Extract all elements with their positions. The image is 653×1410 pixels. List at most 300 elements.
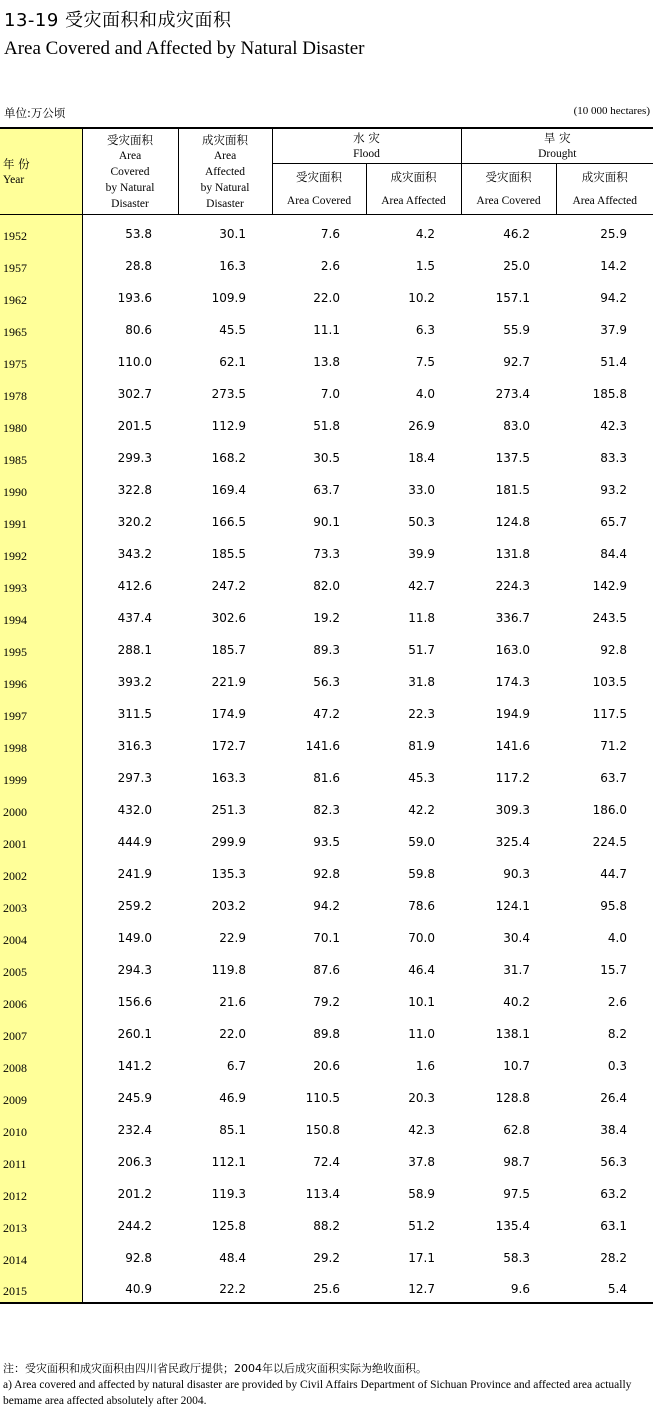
header-drought-area-covered-en: Area Covered xyxy=(476,195,541,207)
header-drought-area-affected-cn: 成灾面积 xyxy=(581,170,628,184)
cell-drought-affected: 71.2 xyxy=(600,738,627,753)
cell-drought-affected: 95.8 xyxy=(600,898,627,913)
cell-area-affected: 221.9 xyxy=(211,674,246,689)
header-drought-area-affected-en: Area Affected xyxy=(572,195,638,207)
cell-year: 1992 xyxy=(0,535,82,567)
cell-drought-affected: 142.9 xyxy=(592,578,627,593)
cell-drought-covered: 124.1 xyxy=(495,898,530,913)
table-header xyxy=(0,128,653,215)
header-area-covered-en1: Area xyxy=(118,149,142,162)
cell-year: 1993 xyxy=(0,567,82,599)
cell-area-affected: 119.3 xyxy=(211,1186,246,1201)
cell-area-covered: 299.3 xyxy=(117,450,152,465)
header-area-covered-en2: Covered xyxy=(110,165,150,178)
cell-drought-covered: 273.4 xyxy=(495,386,530,401)
table-row xyxy=(0,503,653,535)
cell-drought-covered: 83.0 xyxy=(503,418,530,433)
cell-area-covered: 80.6 xyxy=(125,322,152,337)
cell-flood-affected: 51.2 xyxy=(408,1218,435,1233)
cell-area-covered: 393.2 xyxy=(117,674,152,689)
cell-area-covered: 232.4 xyxy=(117,1122,152,1137)
cell-area-affected: 185.5 xyxy=(211,546,246,561)
cell-area-affected: 166.5 xyxy=(211,514,246,529)
cell-area-affected: 119.8 xyxy=(211,962,246,977)
cell-area-covered: 245.9 xyxy=(117,1090,152,1105)
cell-drought-affected: 51.4 xyxy=(600,354,627,369)
cell-area-covered: 322.8 xyxy=(117,482,152,497)
cell-drought-affected: 63.7 xyxy=(600,770,627,785)
header-year xyxy=(0,128,82,215)
cell-drought-covered: 117.2 xyxy=(495,770,530,785)
cell-flood-covered: 19.2 xyxy=(313,610,340,625)
cell-year: 1995 xyxy=(0,631,82,663)
cell-area-affected: 48.4 xyxy=(219,1250,246,1265)
header-year-cn: 年 份 xyxy=(3,156,30,171)
cell-drought-covered: 25.0 xyxy=(503,258,530,273)
cell-drought-covered: 90.3 xyxy=(503,866,530,881)
table-row xyxy=(0,311,653,343)
cell-flood-affected: 46.4 xyxy=(408,962,435,977)
cell-flood-affected: 1.6 xyxy=(415,1058,435,1073)
footnote xyxy=(3,1361,651,1409)
cell-year: 1985 xyxy=(0,439,82,471)
cell-flood-affected: 42.2 xyxy=(408,802,435,817)
cell-area-affected: 203.2 xyxy=(211,898,246,913)
cell-year: 2010 xyxy=(0,1111,82,1143)
cell-flood-affected: 4.0 xyxy=(415,386,435,401)
table-row xyxy=(0,951,653,983)
cell-flood-covered: 79.2 xyxy=(313,994,340,1009)
cell-flood-covered: 30.5 xyxy=(313,450,340,465)
cell-area-affected: 185.7 xyxy=(211,642,246,657)
table-row xyxy=(0,983,653,1015)
cell-flood-affected: 59.8 xyxy=(408,866,435,881)
header-drought xyxy=(461,128,653,164)
cell-area-affected: 109.9 xyxy=(211,290,246,305)
cell-year: 2014 xyxy=(0,1239,82,1271)
header-drought-cn: 旱 灾 xyxy=(543,131,571,145)
footnote-cn: 注：受灾面积和成灾面积由四川省民政厅提供；2004年以后成灾面积实际为绝收面积。 xyxy=(3,1362,427,1375)
cell-flood-affected: 7.5 xyxy=(415,354,435,369)
cell-area-covered: 259.2 xyxy=(117,898,152,913)
table-row xyxy=(0,1239,653,1271)
cell-year: 1991 xyxy=(0,503,82,535)
cell-drought-affected: 84.4 xyxy=(600,546,627,561)
table-title-cn: 13-19 受灾面积和成灾面积 xyxy=(4,10,232,31)
cell-flood-affected: 70.0 xyxy=(408,930,435,945)
table-title-en: Area Covered and Affected by Natural Disaster xyxy=(4,38,365,59)
cell-drought-affected: 26.4 xyxy=(600,1090,627,1105)
cell-area-affected: 112.1 xyxy=(211,1154,246,1169)
cell-flood-affected: 78.6 xyxy=(408,898,435,913)
cell-drought-affected: 186.0 xyxy=(592,802,627,817)
cell-area-covered: 444.9 xyxy=(117,834,152,849)
cell-flood-affected: 42.7 xyxy=(408,578,435,593)
cell-year: 1978 xyxy=(0,375,82,407)
cell-year: 2003 xyxy=(0,887,82,919)
cell-area-affected: 21.6 xyxy=(219,994,246,1009)
cell-drought-affected: 0.3 xyxy=(607,1058,627,1073)
cell-year: 1998 xyxy=(0,727,82,759)
table-row xyxy=(0,1015,653,1047)
cell-area-covered: 311.5 xyxy=(117,706,152,721)
cell-area-covered: 244.2 xyxy=(117,1218,152,1233)
cell-flood-affected: 18.4 xyxy=(408,450,435,465)
cell-flood-covered: 141.6 xyxy=(305,738,340,753)
table-row xyxy=(0,791,653,823)
cell-year: 2011 xyxy=(0,1143,82,1175)
cell-flood-covered: 72.4 xyxy=(313,1154,340,1169)
cell-flood-covered: 2.6 xyxy=(320,258,340,273)
table-row xyxy=(0,823,653,855)
cell-area-affected: 273.5 xyxy=(211,386,246,401)
cell-area-covered: 53.8 xyxy=(125,226,152,241)
cell-area-affected: 22.9 xyxy=(219,930,246,945)
cell-area-affected: 85.1 xyxy=(219,1122,246,1137)
cell-drought-covered: 124.8 xyxy=(495,514,530,529)
cell-flood-affected: 26.9 xyxy=(408,418,435,433)
cell-year: 2005 xyxy=(0,951,82,983)
cell-flood-covered: 110.5 xyxy=(305,1090,340,1105)
cell-year: 2001 xyxy=(0,823,82,855)
cell-drought-covered: 325.4 xyxy=(495,834,530,849)
cell-drought-covered: 181.5 xyxy=(495,482,530,497)
cell-drought-affected: 83.3 xyxy=(600,450,627,465)
cell-drought-covered: 30.4 xyxy=(503,930,530,945)
cell-flood-affected: 17.1 xyxy=(408,1250,435,1265)
table-row xyxy=(0,1111,653,1143)
cell-year: 2004 xyxy=(0,919,82,951)
cell-drought-affected: 2.6 xyxy=(607,994,627,1009)
cell-area-covered: 201.5 xyxy=(117,418,152,433)
cell-flood-affected: 22.3 xyxy=(408,706,435,721)
table-row xyxy=(0,695,653,727)
cell-drought-covered: 131.8 xyxy=(495,546,530,561)
cell-flood-covered: 7.6 xyxy=(320,226,340,241)
cell-flood-covered: 87.6 xyxy=(313,962,340,977)
cell-area-covered: 297.3 xyxy=(117,770,152,785)
cell-area-covered: 156.6 xyxy=(117,994,152,1009)
cell-drought-affected: 14.2 xyxy=(600,258,627,273)
cell-drought-affected: 63.2 xyxy=(600,1186,627,1201)
table-body xyxy=(0,215,653,1303)
cell-area-affected: 169.4 xyxy=(211,482,246,497)
cell-area-covered: 288.1 xyxy=(117,642,152,657)
cell-flood-affected: 33.0 xyxy=(408,482,435,497)
cell-flood-covered: 56.3 xyxy=(313,674,340,689)
table-row xyxy=(0,215,653,247)
cell-year: 1997 xyxy=(0,695,82,727)
cell-drought-covered: 194.9 xyxy=(495,706,530,721)
cell-flood-covered: 89.3 xyxy=(313,642,340,657)
cell-area-affected: 6.7 xyxy=(226,1058,246,1073)
table-row xyxy=(0,855,653,887)
cell-year: 1999 xyxy=(0,759,82,791)
cell-area-covered: 193.6 xyxy=(117,290,152,305)
cell-drought-covered: 137.5 xyxy=(495,450,530,465)
cell-flood-affected: 11.8 xyxy=(408,610,435,625)
header-flood-area-affected xyxy=(366,164,461,215)
cell-area-covered: 412.6 xyxy=(117,578,152,593)
cell-area-affected: 112.9 xyxy=(211,418,246,433)
cell-flood-covered: 63.7 xyxy=(313,482,340,497)
cell-flood-affected: 58.9 xyxy=(408,1186,435,1201)
table-row xyxy=(0,1207,653,1239)
cell-area-affected: 46.9 xyxy=(219,1090,246,1105)
cell-flood-covered: 82.0 xyxy=(313,578,340,593)
cell-year: 1994 xyxy=(0,599,82,631)
cell-year: 2002 xyxy=(0,855,82,887)
table-row xyxy=(0,599,653,631)
cell-year: 2012 xyxy=(0,1175,82,1207)
cell-area-covered: 260.1 xyxy=(117,1026,152,1041)
cell-area-covered: 432.0 xyxy=(117,802,152,817)
cell-year: 1952 xyxy=(0,215,82,247)
cell-drought-covered: 98.7 xyxy=(503,1154,530,1169)
cell-drought-affected: 93.2 xyxy=(600,482,627,497)
cell-drought-affected: 15.7 xyxy=(600,962,627,977)
table-row xyxy=(0,631,653,663)
cell-area-affected: 22.2 xyxy=(178,1271,272,1303)
cell-drought-affected: 56.3 xyxy=(600,1154,627,1169)
cell-area-covered: 92.8 xyxy=(125,1250,152,1265)
cell-year: 2015 xyxy=(0,1271,82,1303)
cell-area-affected: 163.3 xyxy=(211,770,246,785)
header-area-covered-en4: Disaster xyxy=(111,197,149,210)
cell-drought-affected: 94.2 xyxy=(600,290,627,305)
cell-flood-covered: 89.8 xyxy=(313,1026,340,1041)
header-area-covered xyxy=(82,128,178,215)
table-row xyxy=(0,1271,653,1303)
header-drought-area-covered xyxy=(461,164,556,215)
cell-drought-covered: 46.2 xyxy=(503,226,530,241)
cell-drought-affected: 4.0 xyxy=(607,930,627,945)
cell-flood-affected: 6.3 xyxy=(415,322,435,337)
header-flood-area-covered-en: Area Covered xyxy=(286,195,352,207)
cell-year: 1957 xyxy=(0,247,82,279)
table-row xyxy=(0,663,653,695)
cell-area-covered: 437.4 xyxy=(117,610,152,625)
cell-drought-covered: 163.0 xyxy=(495,642,530,657)
cell-area-covered: 201.2 xyxy=(117,1186,152,1201)
cell-area-covered: 316.3 xyxy=(117,738,152,753)
cell-flood-covered: 7.0 xyxy=(320,386,340,401)
cell-area-affected: 22.0 xyxy=(219,1026,246,1041)
cell-area-affected: 125.8 xyxy=(211,1218,246,1233)
cell-year: 1962 xyxy=(0,279,82,311)
disaster-area-table xyxy=(0,127,653,1304)
header-area-affected xyxy=(178,128,272,215)
cell-drought-affected: 92.8 xyxy=(600,642,627,657)
cell-area-covered: 320.2 xyxy=(117,514,152,529)
header-flood-cn: 水 灾 xyxy=(353,131,380,145)
header-flood-area-covered-cn: 受灾面积 xyxy=(296,170,342,184)
cell-area-covered: 206.3 xyxy=(117,1154,152,1169)
header-area-affected-en4: Disaster xyxy=(206,197,244,210)
cell-flood-affected: 37.8 xyxy=(408,1154,435,1169)
table-row xyxy=(0,759,653,791)
cell-year: 1980 xyxy=(0,407,82,439)
cell-area-covered: 302.7 xyxy=(117,386,152,401)
cell-flood-covered: 25.6 xyxy=(272,1271,366,1303)
cell-area-affected: 247.2 xyxy=(211,578,246,593)
footnote-en: a) Area covered and affected by natural disaster are provided by Civil Affairs Department of Sichuan Province and affected area actually bemame area affected absolutely after 2004. xyxy=(3,1379,632,1407)
cell-drought-affected: 25.9 xyxy=(600,226,627,241)
cell-flood-covered: 94.2 xyxy=(313,898,340,913)
cell-drought-covered: 62.8 xyxy=(503,1122,530,1137)
cell-drought-covered: 40.2 xyxy=(503,994,530,1009)
table-row xyxy=(0,247,653,279)
cell-flood-affected: 1.5 xyxy=(415,258,435,273)
table-row xyxy=(0,1079,653,1111)
cell-flood-covered: 73.3 xyxy=(313,546,340,561)
table-row xyxy=(0,727,653,759)
cell-drought-covered: 55.9 xyxy=(503,322,530,337)
cell-area-affected: 172.7 xyxy=(211,738,246,753)
cell-area-affected: 168.2 xyxy=(211,450,246,465)
cell-flood-affected: 12.7 xyxy=(366,1271,461,1303)
cell-area-affected: 302.6 xyxy=(211,610,246,625)
cell-flood-affected: 81.9 xyxy=(408,738,435,753)
header-area-affected-en1: Area xyxy=(213,149,237,162)
cell-area-covered: 40.9 xyxy=(82,1271,178,1303)
cell-area-affected: 30.1 xyxy=(219,226,246,241)
cell-drought-covered: 336.7 xyxy=(495,610,530,625)
cell-area-covered: 343.2 xyxy=(117,546,152,561)
header-area-affected-cn: 成灾面积 xyxy=(202,132,248,147)
table-row xyxy=(0,1047,653,1079)
cell-year: 2008 xyxy=(0,1047,82,1079)
header-flood-en: Flood xyxy=(353,148,380,160)
cell-drought-affected: 44.7 xyxy=(600,866,627,881)
header-flood-area-covered xyxy=(272,164,366,215)
table-row xyxy=(0,375,653,407)
cell-area-affected: 174.9 xyxy=(211,706,246,721)
cell-flood-affected: 10.1 xyxy=(408,994,435,1009)
table-row xyxy=(0,279,653,311)
cell-year: 1990 xyxy=(0,471,82,503)
table-row xyxy=(0,1175,653,1207)
cell-area-affected: 251.3 xyxy=(211,802,246,817)
cell-drought-affected: 224.5 xyxy=(592,834,627,849)
cell-drought-covered: 97.5 xyxy=(503,1186,530,1201)
header-area-affected-en3: by Natural xyxy=(200,181,250,194)
cell-flood-affected: 59.0 xyxy=(408,834,435,849)
cell-drought-covered: 138.1 xyxy=(495,1026,530,1041)
cell-flood-affected: 51.7 xyxy=(408,642,435,657)
cell-drought-covered: 141.6 xyxy=(495,738,530,753)
header-flood-area-affected-en: Area Affected xyxy=(381,195,446,207)
table-row xyxy=(0,407,653,439)
cell-year: 2013 xyxy=(0,1207,82,1239)
cell-area-affected: 299.9 xyxy=(211,834,246,849)
cell-year: 1965 xyxy=(0,311,82,343)
cell-drought-covered: 135.4 xyxy=(495,1218,530,1233)
cell-area-covered: 110.0 xyxy=(117,354,152,369)
cell-flood-covered: 113.4 xyxy=(305,1186,340,1201)
cell-flood-affected: 4.2 xyxy=(415,226,435,241)
cell-drought-covered: 9.6 xyxy=(461,1271,556,1303)
header-drought-en: Drought xyxy=(538,148,577,160)
cell-area-covered: 294.3 xyxy=(117,962,152,977)
cell-area-covered: 149.0 xyxy=(117,930,152,945)
cell-flood-covered: 70.1 xyxy=(313,930,340,945)
cell-year: 1996 xyxy=(0,663,82,695)
cell-drought-affected: 63.1 xyxy=(600,1218,627,1233)
cell-year: 2000 xyxy=(0,791,82,823)
cell-drought-affected: 8.2 xyxy=(607,1026,627,1041)
cell-year: 2006 xyxy=(0,983,82,1015)
cell-flood-covered: 90.1 xyxy=(313,514,340,529)
cell-year: 2009 xyxy=(0,1079,82,1111)
cell-flood-covered: 93.5 xyxy=(313,834,340,849)
cell-flood-covered: 81.6 xyxy=(313,770,340,785)
cell-flood-affected: 10.2 xyxy=(408,290,435,305)
table-row xyxy=(0,439,653,471)
cell-drought-affected: 103.5 xyxy=(592,674,627,689)
cell-drought-affected: 243.5 xyxy=(592,610,627,625)
cell-area-covered: 141.2 xyxy=(117,1058,152,1073)
cell-area-affected: 62.1 xyxy=(219,354,246,369)
cell-drought-covered: 157.1 xyxy=(495,290,530,305)
table-row xyxy=(0,1143,653,1175)
cell-area-affected: 16.3 xyxy=(219,258,246,273)
cell-drought-affected: 28.2 xyxy=(600,1250,627,1265)
cell-drought-affected: 5.4 xyxy=(556,1271,653,1303)
cell-flood-covered: 92.8 xyxy=(313,866,340,881)
cell-flood-covered: 88.2 xyxy=(313,1218,340,1233)
cell-year: 2007 xyxy=(0,1015,82,1047)
cell-area-affected: 45.5 xyxy=(219,322,246,337)
cell-flood-covered: 51.8 xyxy=(313,418,340,433)
cell-flood-affected: 45.3 xyxy=(408,770,435,785)
cell-drought-affected: 42.3 xyxy=(600,418,627,433)
cell-drought-affected: 37.9 xyxy=(600,322,627,337)
cell-drought-affected: 65.7 xyxy=(600,514,627,529)
table-row xyxy=(0,919,653,951)
header-area-affected-en2: Affected xyxy=(204,165,245,178)
cell-area-covered: 28.8 xyxy=(125,258,152,273)
table-row xyxy=(0,887,653,919)
table-row xyxy=(0,567,653,599)
cell-flood-affected: 31.8 xyxy=(408,674,435,689)
cell-drought-affected: 185.8 xyxy=(592,386,627,401)
cell-drought-covered: 10.7 xyxy=(503,1058,530,1073)
cell-flood-covered: 13.8 xyxy=(313,354,340,369)
cell-drought-covered: 174.3 xyxy=(495,674,530,689)
cell-drought-affected: 117.5 xyxy=(592,706,627,721)
cell-drought-covered: 309.3 xyxy=(495,802,530,817)
header-area-covered-en3: by Natural xyxy=(105,181,155,194)
header-drought-area-covered-cn: 受灾面积 xyxy=(485,170,532,184)
cell-drought-covered: 58.3 xyxy=(503,1250,530,1265)
header-flood-area-affected-cn: 成灾面积 xyxy=(390,170,437,184)
cell-drought-covered: 128.8 xyxy=(495,1090,530,1105)
cell-flood-affected: 50.3 xyxy=(408,514,435,529)
cell-drought-covered: 224.3 xyxy=(495,578,530,593)
cell-flood-covered: 22.0 xyxy=(313,290,340,305)
table-row xyxy=(0,343,653,375)
table-row xyxy=(0,535,653,567)
header-area-covered-cn: 受灾面积 xyxy=(107,132,153,147)
cell-flood-covered: 20.6 xyxy=(313,1058,340,1073)
header-drought-area-affected xyxy=(556,164,653,215)
cell-flood-affected: 39.9 xyxy=(408,546,435,561)
unit-label-cn: 单位:万公顷 xyxy=(4,106,66,120)
unit-label-en: (10 000 hectares) xyxy=(573,105,650,117)
cell-flood-affected: 42.3 xyxy=(408,1122,435,1137)
cell-flood-affected: 20.3 xyxy=(408,1090,435,1105)
